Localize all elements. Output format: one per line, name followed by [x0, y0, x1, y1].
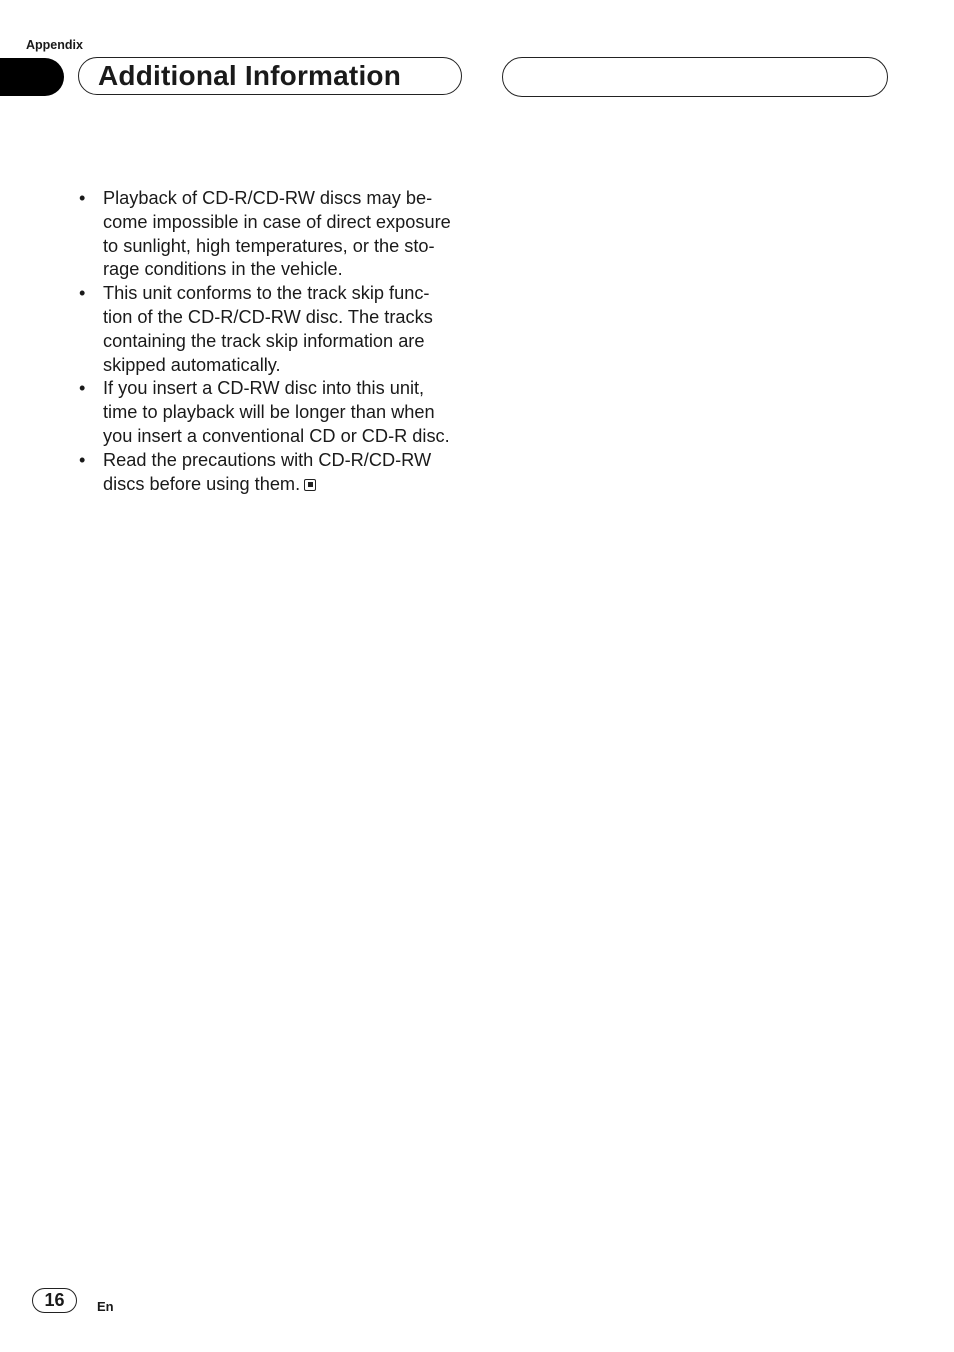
list-item: [77, 449, 477, 497]
list-item: [77, 187, 477, 282]
list-item-text: This unit conforms to the track skip func- tion of the CD-R/CD-RW disc. The tracks containing the track skip information are skipped automatically.: [103, 283, 433, 375]
bullet-icon: •: [79, 378, 86, 399]
section-label: Appendix: [26, 38, 83, 52]
end-of-section-icon: [304, 479, 316, 491]
list-item-text: Read the precautions with CD-R/CD-RW discs before using them.: [103, 449, 432, 494]
language-code: En: [97, 1299, 114, 1314]
bullet-list: [77, 187, 477, 496]
section-tab-marker: [0, 58, 64, 96]
bullet-icon: •: [79, 449, 86, 470]
list-item: [77, 377, 477, 448]
list-item-text: If you insert a CD-RW disc into this unit, time to playback will be longer than when you insert a conventional CD or CD-R disc.: [103, 378, 450, 446]
bullet-icon: •: [79, 283, 86, 304]
page-number: 16: [32, 1288, 77, 1313]
bullet-icon: •: [79, 188, 86, 208]
page-title: Additional Information: [98, 60, 402, 91]
list-item-text: Playback of CD-R/CD-RW discs may be- come impossible in case of direct exposure to sunlight, high temperatures, or the sto- rage conditions in the vehicle.: [103, 188, 451, 280]
empty-header-frame: [502, 57, 888, 97]
list-item: [77, 282, 477, 377]
